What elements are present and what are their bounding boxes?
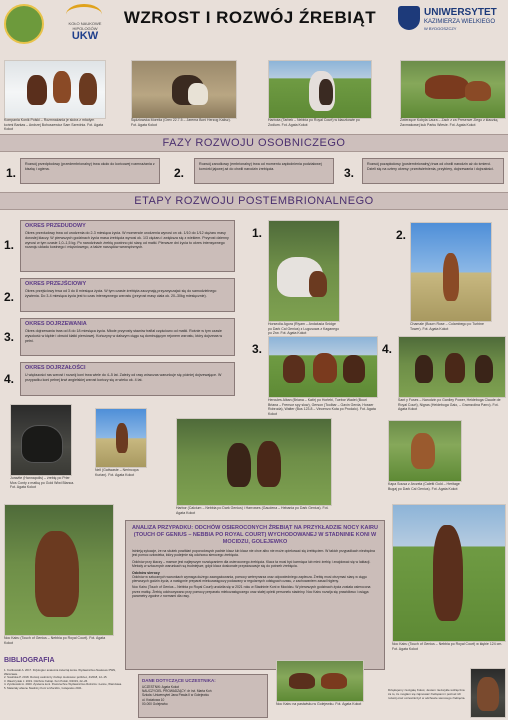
period-heading: OKRES DOJRZAŁOŚCI [25,365,86,371]
bibliography-item: 3. Wawrzyniak J. 2019. Odchów źrebiąt. Koń Polski, 6/2019, 22–26. [4,678,89,683]
ukw-logo-small: KOŁO NAUKOWE HIPOLOGÓW [68,21,102,31]
horse-shape [443,253,459,301]
horse-shape [289,673,315,689]
middle-photo-4 [388,420,462,482]
bibliography-item: 1. Kozikowski A. 2017. Fizjologia i anatomia zwierząt konia. Wydawnictwo Naukowe PWN, Warszawa. [4,668,116,676]
photo-caption: Juravite (Hannapolis) – źrebię po Prier Mos Conty z matką po Gold Wiwi Blanca. Fot. Agata Kokot [10,476,75,489]
nature-logo [4,4,44,44]
participant-data [138,674,268,718]
horse-shape [79,73,97,105]
contact-line: NAUCZYCIEL PROWADZĄCY: dr inż. Marta Koń [142,689,212,694]
horse-shape [116,423,128,453]
phase-box-2 [194,158,334,184]
horse-shape [257,441,281,487]
period-box-1 [20,220,235,272]
period-number: 2. [4,290,15,304]
photo-caption: Nell (Gaitwaste – Nerincopa Kurian). Fot. Agata Kokot [95,468,139,477]
university-line2: KAZIMIERZA WIELKIEGO [424,19,496,25]
horse-shape [445,353,465,383]
university-line3: W BYDGOSZCZY [424,26,457,31]
acknowledgement: Dziękujemy za Agatę Kokot, Jestem niezwykle wdzięczna za to, że mogłam się zajmować źrebiętami i poznać ich rozwój oraz uczestniczyć w odchowie sierocego źrebięcia. [388,688,466,700]
analysis-paragraph: Noc Kairu (Touch of Genius – Nebbia po Royal Court) urodziła się w 2021 roku w Stadninie Koni w Mocidzu. W pierwszych godzinach życia została osierocona przez matkę. Źrebię odchowywano przy pomocy preparatu mlekozastępczego oraz stałej opieki personelu stadniny. Noc Kairu rozwija się prawidłowo i osiąga parametry zgodne z normami dla rasy. [132,585,371,599]
university-crest-icon [398,6,420,30]
postnatal-photo-number: 4. [382,342,393,356]
photo-caption: Noc Kairu (Touch of Genius – Nebbia po Royal Court) w kłębie 124 cm. Fot. Agata Kokot [392,642,503,651]
phase-box-1 [20,158,160,184]
horse-shape [283,355,305,383]
horse-shape [227,443,251,487]
period-text: Okres dojrzewania trwa od 8 do 18 miesiąca życia. Młode przyrosty stawów trafiał częściowo od matki. Rośnie w tym czasie wysokość w kłębie i obwód klatki piersiowej. Kończyny w dalszym ciągu są dominującym rejonem wzrostu, który dojrzewa w pełni. [25,329,223,343]
analysis-paragraph: Odchów w sztucznych warunkach wymaga dużego zaangażowania, pomocy weterynarza oraz odpowiedniego zaplecza. Źrebię musi otrzymać siarę w ciągu pierwszych godzin życia, a następnie preparat mlekozastępczy podawany w regularnych odstępach czasu, z zachowaniem zasad higieny. [132,574,367,584]
bottom-photo-1 [4,504,114,636]
horse-shape [425,75,469,99]
bibliography-item: 5. Materiały własne Stadniny Koni w Mocidzu, Golejewko 2021. [4,685,83,690]
phase-text: Rozwój pozapłodowy (postembrionalny) trwa od chwili narodzin aż do śmierci. Dzieli się na cztery okresy: przedwietnienia, przybiery, dojrzewania i dojrzałości. [367,162,494,171]
bottom-photo-3 [276,660,364,702]
photo-top-4 [400,60,506,119]
case-analysis [125,520,385,670]
horse-shape [415,355,433,383]
photo-caption: Noc Kairu na pastwisku w Golejewku. Fot. Agata Kokot [276,702,362,706]
university-line1: UNIWERSYTET [424,7,497,18]
contact-heading: DANE DOTYCZĄCE UCZESTNIKA: [142,678,216,683]
analysis-paragraph: Istnieją sytuacje, że na skutek powikłań poporodowych padnie klacz lub klacz nie chce albo nie może opiekować się źrebięciem. W takich przypadkach niezbędna jest pomoc człowieka, który podejmie się odchowu sierocego źrebięcia. [132,549,375,558]
horse-shape [465,81,491,101]
horse-shape [27,75,47,105]
bottom-photo-2 [392,504,506,642]
phase-number: 1. [6,166,17,180]
analysis-heading: ANALIZA PRZYPADKU: ODCHÓW OSIEROCONYCH ŹREBIĄT NA PRZYKŁADZIE NOCY KAIRU (TOUCH OF GENIUS – NEBBIA PO ROYAL COURT) WYCHODOWANEJ W STADNINIE KONI W MOCIDZU, GOLEJEWKO [132,525,378,545]
university-logo [398,6,506,36]
horse-shape [475,355,493,383]
phase-box-3 [362,158,504,184]
phase-number: 2. [174,166,185,180]
phase-number: 3. [344,166,355,180]
horse-shape [477,677,499,711]
photo-caption: Chamale (Bourn Rose – Colambego po Turbine Tower). Fot. Agata Kokot [410,322,484,331]
photo-caption: Horseolia Agora (Riyam – Andalusia Snidge po Dark Cal Genius) z Lugusowa z Kaganego po Zrw. Fot. Agata Kokot [268,322,340,335]
photo-top-2 [131,60,237,119]
contact-line: UCZESTNIK: Agata Kokot [142,685,180,689]
period-heading: OKRES DOJRZEWANIA [25,321,87,327]
postnatal-photo-4 [398,336,506,398]
horse-shape [35,531,79,617]
horse-shape [188,83,208,105]
horse-shape [319,79,333,105]
period-box-3 [20,318,235,356]
horse-shape [433,525,463,621]
postnatal-photo-number: 1. [252,226,263,240]
period-text: U większości ras wzrost i rozwój koni trwa wiele do 4–5 lat. Zależy od rasy wówczas warunkuje się później dojrzewające. W przypadku koni pełnej krwi angielskiej wzrost kończy się w wieku ok. 4 lat. [25,373,222,382]
postnatal-photo-number: 2. [396,228,407,242]
postnatal-photo-2 [410,222,492,322]
contact-line: ul. Kwiatowa 10 [142,697,165,702]
ukw-logo [58,4,112,46]
photo-top-3 [268,60,372,119]
horse-shape [321,673,347,689]
analysis-subheading: Odchów sierocy [132,570,160,575]
author-photo [470,668,506,718]
photo-top-1 [4,60,106,119]
ukw-logo-text: UKW [71,30,99,42]
contact-line: 00-000 Golejewko [142,701,168,706]
photo-caption: Harbor (Calcium – Nebbia po Dark Genius) i Harrowes (Gaudena – Hebania po Dark Genius). Fot. Agata Kokot [176,506,329,515]
middle-photo-1 [10,404,72,476]
period-box-2 [20,278,235,312]
bibliography-list [4,669,122,691]
period-text: Okres przejściowy trwa od 3 do 8 miesiąca życia. W tym czasie źrebięta zaczynają przyzwyczajać się do samodzielnego żywienia. Do 3-4 miesiąca życia jest to czas intensywnego wzrostu (przyrost masy ciała ok. 20–30kg miesięcznie). [25,289,217,298]
bibliography-item: 4. Zyszkowski A. 2020. Żywienie koni. Powszechne Wydawnictwo Rolnicze i Leśne, Warszawa. [4,682,123,687]
middle-photo-3 [176,418,332,506]
horse-shape [309,271,327,297]
photo-caption: Hercules Alban (Briana – Katir) po Horlebi, Tuebor Wadel (Bouri Briana – Frensor spy slow), Gerson (Toolbar – Gavin Gerda, Hosser Robroda), Walter (Bus 123.8 – Vincenzo Kuta po Prodalo). Fot. Agata Kokot [268,398,376,416]
photo-caption: Noc Kairu (Touch of Genius – Nebbia po Royal Court). Fot. Agata Kokot [4,636,106,645]
period-number: 3. [4,330,15,344]
photo-caption: Zwierzęce Kobyla Laura – Zach z za Preserwe Ziego z klaczką Zaxmakowej kuk Parku Wiesie. Fot. Agata Kokot [400,118,498,127]
analysis-paragraph: Odchów przy klaczy – mamce jest najlepszym rozwiązaniem dla osieroconego źrebięcia. Klacz ta musi być karmiąca lub mieć źrebię i znajdować się w laktacji. Metody w sztucznych warunkach są trudniejsze, gdyż klacz doskonale przystosowuje się do potrzeb źrebięcia. [132,559,371,569]
phases-banner: FAZY ROZWOJU OSOBNICZEGO [0,134,508,152]
horse-shape [313,353,337,383]
bibliography-heading: BIBLIOGRAFIA [4,657,55,664]
photo-caption: Kapa Sousa z Arczela (Caletti Gold – Heritage Bugaj po Dark Cal Genius). Fot. Agata Kokot [388,482,460,491]
period-number: 4. [4,372,15,386]
phase-text: Rozwój przedpłodowy (przedembrionalny) trwa około do końcowej rozmnażania z kiszkę i ogiena. [25,162,155,171]
middle-photo-2 [95,408,147,468]
period-heading: OKRES PRZEDUDOWY [25,223,86,229]
period-number: 1. [4,238,15,252]
period-heading: OKRES PRZEJŚCIOWY [25,281,87,287]
poster-title: WZROST I ROZWÓJ ŹREBIĄT [123,8,377,27]
contact-line: Szkoła: Uniwersytet Jana Pawła II w Golejewku [142,693,209,698]
postnatal-photo-1 [268,220,340,322]
phase-text: Rozwój zarodkowy (embrionalny) trwa od momentu zapłodnienia podziałowej komórki jajowej aż do chwili narodzin źrebięcia. [199,162,322,171]
horse-shape [53,71,71,103]
horse-shape [411,433,435,469]
photo-caption: Kompania Konik Polski – Rozmnażania je skóra z młodym końmi Barkas – Andrzej Bohuszewicz Sam Szrednia. Fot. Agata Kokot [4,118,104,131]
photo-caption: Harbota (Tarbek – Nebbia po Royal Court) w klaczkowie po Zodium. Fot. Agata Kokot [268,118,360,127]
period-box-4 [20,362,235,396]
postnatal-banner: ETAPY ROZWOJU POSTEMBRIONALNEGO [0,192,508,210]
photo-caption: Sędziowska Morelia (Grex 22.7.5 – Jarema Boni Herzog Kalisz). Fot. Agata Kokot [131,118,231,127]
period-text: Okres przedudowy trwa od urodzenia do 2-3 miesiąca życia. W momencie urodzenia wynosi on ok. 1/10 do 1/12 ciężaru masy dorosłej klaczy. W pierwszych godzinach życia masa źrebięcia wynosi ok. 1/3 ciężaru i zwiększa się z wiekiem. Przyrost dzienny wynosi w tym czasie 1,0–1,5 kg. Po narodzinach źrebię powinno pić siarę od matki. Pierwsze dni życia to okres intensywnego rozwoju układu kostnego i mięśniowego, a także narządów wewnętrznych. [25,231,229,250]
photo-caption: Sant y Fuses – Narodzin po Ganlley Power, Heideboga Claude de Royal Court), Nigras (Heideboga Gaio, – Gramzolina Parro). Fot. Agata Kokot [398,398,501,411]
bibliography-item: 2. Sosińska P. 2018. Rozwój osobniczy źrebiąt. Hodowca i jeździec, 4/2018, 12–15. [4,675,108,680]
postnatal-photo-number: 3. [252,342,263,356]
horse-shape [343,355,365,383]
postnatal-photo-3 [268,336,378,398]
horse-shape [21,425,63,463]
